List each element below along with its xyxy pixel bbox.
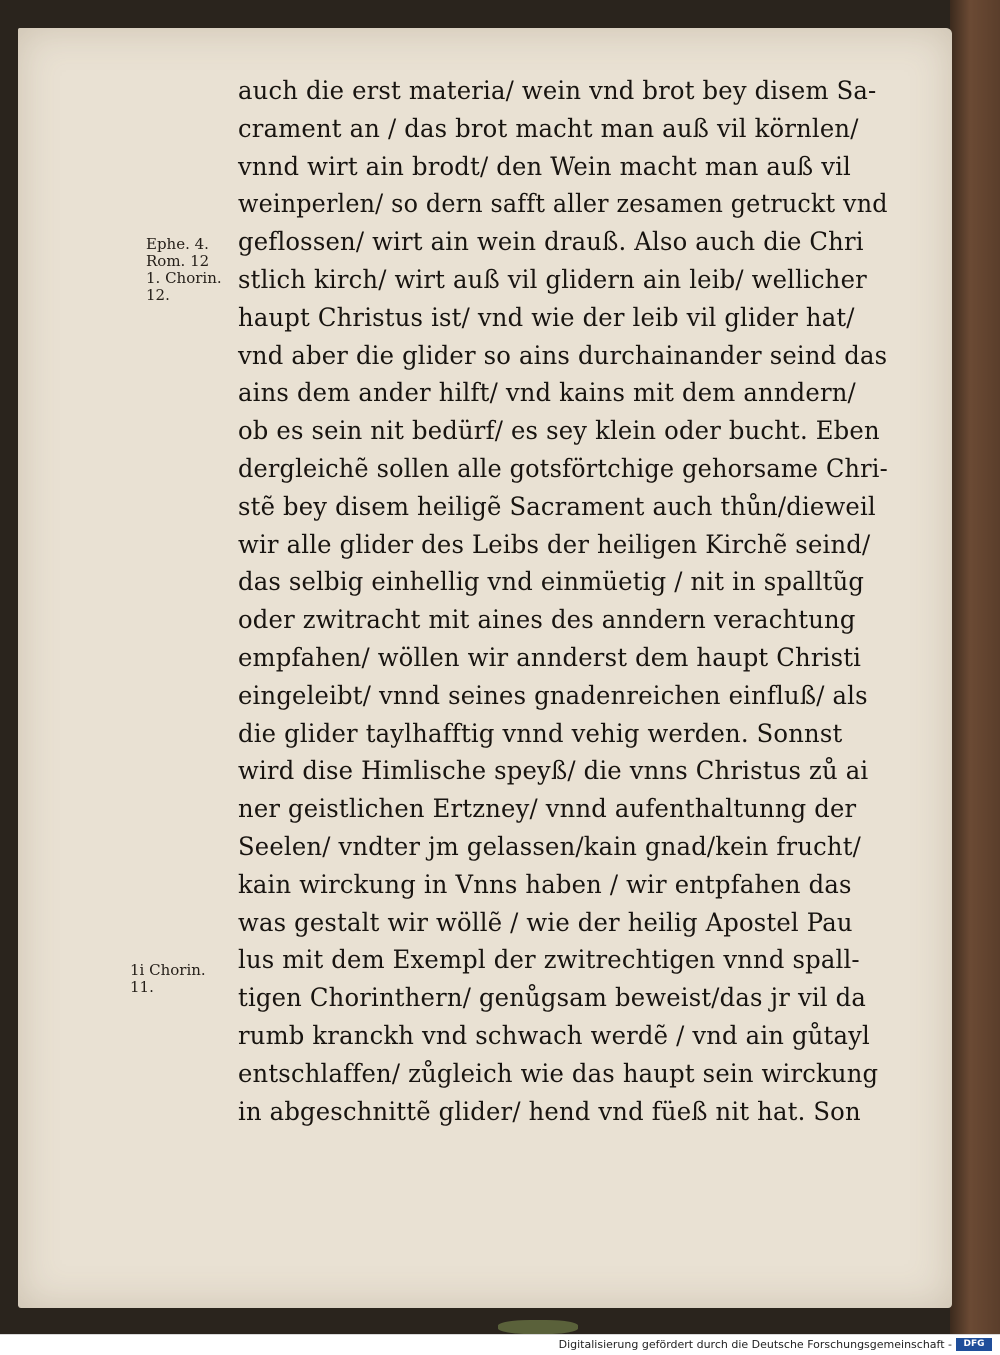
text-line: ob es sein nit bedürf/ es sey klein oder bucht. Eben [238, 416, 880, 446]
text-line: geflossen/ wirt ain wein drauß. Also auch die Chri [238, 227, 864, 257]
text-line: haupt Christus ist/ vnd wie der leib vil glider hat/ [238, 302, 855, 332]
text-line: oder zwitracht mit aines des anndern verachtung [238, 605, 856, 635]
footer-bar [0, 1334, 1000, 1355]
page-stain [498, 1320, 578, 1334]
text-line: dergleichẽ sollen alle gotsförtchige gehorsame Chri- [238, 453, 888, 483]
text-line: empfahen/ wöllen wir annderst dem haupt Christi [238, 642, 862, 672]
book-cover-edge [950, 0, 1000, 1334]
text-line: eingeleibt/ vnnd seines gnadenreichen einfluß/ als [238, 680, 868, 710]
margin-note-2 [130, 962, 206, 996]
text-line: rumb kranckh vnd schwach werdẽ / vnd ain gůtayl [238, 1020, 870, 1050]
text-line: was gestalt wir wöllẽ / wie der heilig Apostel Pau [238, 907, 853, 937]
text-line: lus mit dem Exempl der zwitrechtigen vnnd spall- [238, 945, 860, 975]
text-line: in abgeschnittẽ glider/ hend vnd füeß nit hat. Son [238, 1096, 861, 1126]
text-line: auch die erst materia/ wein vnd brot bey disem Sa- [238, 76, 877, 105]
body-text [238, 72, 908, 1130]
text-line: wir alle glider des Leibs der heiligen Kirchẽ seind/ [238, 529, 871, 559]
text-line: weinperlen/ so dern safft aller zesamen getruckt vnd [238, 189, 888, 219]
text-line: ner geistlichen Ertzney/ vnnd aufenthaltunng der [238, 794, 857, 824]
text-line: die glider taylhafftig vnnd vehig werden. Sonnst [238, 718, 843, 748]
margin-note-line: Ephe. 4. Rom. 12 1. Chorin. 12. [146, 235, 222, 304]
dfg-logo[interactable]: DFG [956, 1338, 992, 1351]
text-line: tigen Chorinthern/ genůgsam beweist/das jr vil da [238, 983, 867, 1013]
text-line: das selbig einhellig vnd einmüetig / nit in spalltũg [238, 567, 865, 597]
text-line: entschlaffen/ zůgleich wie das haupt sein wirckung [238, 1058, 879, 1088]
text-line: stẽ bey disem heiligẽ Sacrament auch thůn/dieweil [238, 491, 876, 521]
margin-note-1 [146, 236, 222, 304]
text-line: wird dise Himlische speyß/ die vnns Christus zů ai [238, 756, 869, 786]
margin-note-line: 1i Chorin. 11. [130, 961, 206, 996]
text-line: vnd aber die glider so ains durchainander seind das [238, 340, 888, 370]
text-line: vnnd wirt ain brodt/ den Wein macht man auß vil [238, 151, 852, 181]
text-line: Seelen/ vndter jm gelassen/kain gnad/kein frucht/ [238, 831, 862, 861]
text-line: crament an / das brot macht man auß vil körnlen/ [238, 113, 859, 143]
footer-credit: Digitalisierung gefördert durch die Deutsche Forschungsgemeinschaft - [558, 1338, 952, 1351]
text-line: ains dem ander hilft/ vnd kains mit dem anndern/ [238, 378, 856, 408]
text-line: kain wirckung in Vnns haben / wir entpfahen das [238, 869, 852, 899]
text-line: stlich kirch/ wirt auß vil glidern ain leib/ wellicher [238, 264, 867, 294]
